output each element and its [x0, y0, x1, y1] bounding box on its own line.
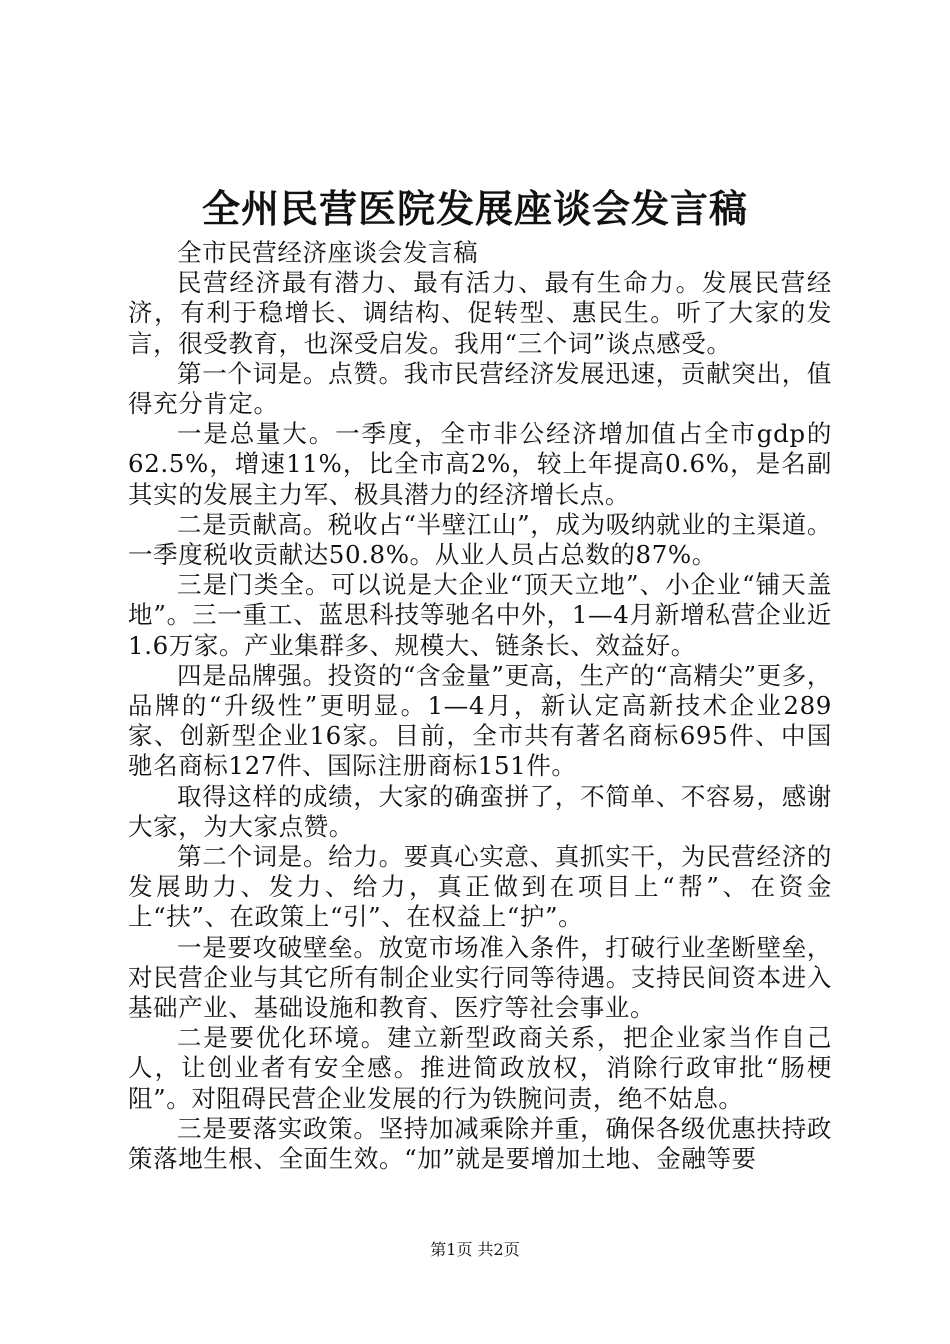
paragraph: 一是要攻破壁垒。放宽市场准入条件，打破行业垄断壁垒，对民营企业与其它所有制企业实行同等待遇。支持民间资本进入基础产业、基础设施和教育、医疗等社会事业。 [128, 932, 832, 1023]
paragraph: 一是总量大。一季度，全市非公经济增加值占全市gdp的62.5%，增速11%，比全市高2%，较上年提高0.6%，是名副其实的发展主力军、极具潜力的经济增长点。 [128, 419, 832, 509]
paragraph: 二是要优化环境。建立新型政商关系，把企业家当作自己人，让创业者有安全感。推进简政放权，消除行政审批“肠梗阻”。对阻碍民营企业发展的行为铁腕问责，绝不姑息。 [128, 1023, 832, 1113]
document-body [128, 238, 832, 1174]
paragraph: 二是贡献高。税收占“半壁江山”，成为吸纳就业的主渠道。一季度税收贡献达50.8%。从业人员占总数的87%。 [128, 509, 832, 570]
paragraph: 第二个词是。给力。要真心实意、真抓实干，为民营经济的发展助力、发力、给力，真正做到在项目上“帮”、在资金上“扶”、在政策上“引”、在权益上“护”。 [128, 842, 832, 932]
paragraph: 民营经济最有潜力、最有活力、最有生命力。发展民营经济，有利于稳增长、调结构、促转型、惠民生。听了大家的发言，很受教育，也深受启发。我用“三个词”谈点感受。 [128, 268, 832, 358]
document-title: 全州民营医院发展座谈会发言稿 [201, 186, 748, 231]
paragraph: 取得这样的成绩，大家的确蛮拼了，不简单、不容易，感谢大家，为大家点赞。 [128, 781, 832, 841]
paragraph: 三是要落实政策。坚持加减乘除并重，确保各级优惠扶持政策落地生根、全面生效。“加”就是要增加土地、金融等要 [128, 1113, 832, 1174]
paragraph: 四是品牌强。投资的“含金量”更高，生产的“高精尖”更多，品牌的“升级性”更明显。1—4月，新认定高新技术企业289家、创新型企业16家。目前，全市共有著名商标695件、中国驰名商标127件、国际注册商标151件。 [128, 660, 832, 781]
paragraph: 三是门类全。可以说是大企业“顶天立地”、小企业“铺天盖地”。三一重工、蓝思科技等驰名中外，1—4月新增私营企业近1.6万家。产业集群多、规模大、链条长、效益好。 [128, 570, 832, 660]
page-footer: 第1页 共2页 [430, 1240, 520, 1259]
paragraph: 第一个词是。点赞。我市民营经济发展迅速，贡献突出，值得充分肯定。 [128, 358, 832, 419]
paragraph: 全市民营经济座谈会发言稿 [177, 238, 479, 267]
